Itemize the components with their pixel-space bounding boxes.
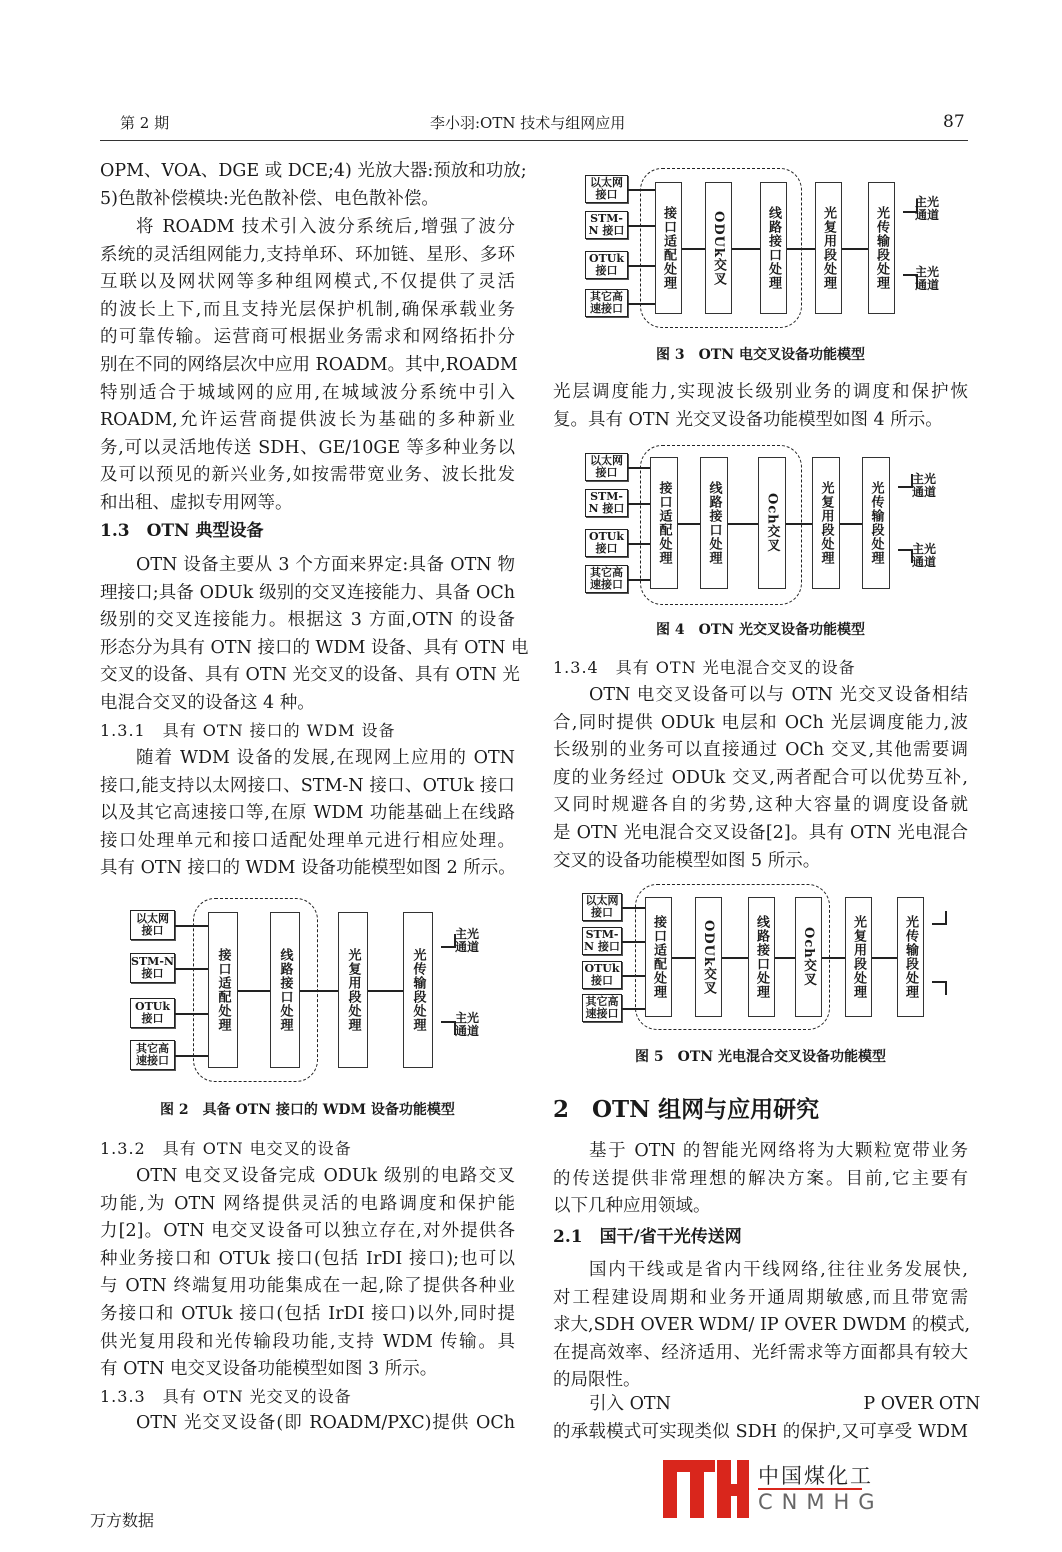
stage-label: Och交叉 <box>764 493 780 553</box>
section-heading <box>100 1135 515 1163</box>
connector-arrow <box>722 957 748 959</box>
text-line: 力[2]。OTN 电交叉设备可以独立存在,对外提供各 <box>100 1221 515 1242</box>
stage-label: 线路接口处理 <box>706 481 722 565</box>
header-rule <box>100 140 968 141</box>
text-line: OTN 电交叉设备完成 ODUk 级别的电路交叉 <box>136 1166 515 1186</box>
processing-stage <box>270 912 300 1068</box>
interface-box: 以太网接口 <box>582 893 622 921</box>
watermark-en-text: CNMHG <box>758 1490 884 1514</box>
stage-label: 光传输段处理 <box>868 481 884 565</box>
text-line: 国内干线或是省内干线网络,往往业务发展快, <box>589 1260 968 1280</box>
connector-arrow <box>628 503 650 505</box>
footer-source: 万方数据 <box>90 1511 155 1530</box>
processing-stage <box>208 912 238 1068</box>
text-line: 特别适合于城域网的应用,在城域波分系统中引入 <box>100 382 515 403</box>
stage-label: 接口适配处理 <box>661 206 676 290</box>
text-line: 的波长上下,而且支持光层保护机制,确保承载业务 <box>100 299 515 320</box>
paragraph <box>100 214 518 518</box>
text-line: 求大,SDH OVER WDM/ IP OVER DWDM 的模式, <box>553 1315 971 1336</box>
output-channel-label: 主光通道 <box>915 265 940 292</box>
h3-heading: 2.1 国干/省干光传送网 <box>553 1227 742 1247</box>
page-number: 87 <box>943 112 965 132</box>
text-line: 长级别的业务可以直接通过 OCh 交叉,其他需要调 <box>553 740 968 761</box>
processing-stage <box>645 897 672 1017</box>
stage-label: 光复用段处理 <box>821 206 836 290</box>
output-arrow <box>898 549 912 551</box>
output-arrow <box>441 1021 455 1023</box>
interface-box: 以太网接口 <box>130 910 175 940</box>
processing-stage <box>845 897 872 1017</box>
section-heading <box>100 717 515 745</box>
output-channel-label: 主光通道 <box>915 195 940 222</box>
paragraph <box>553 1257 971 1395</box>
paragraph <box>553 1391 981 1446</box>
interface-box: OTUk 接口 <box>582 961 622 989</box>
stage-label: 接口适配处理 <box>215 948 231 1032</box>
text-line: 种业务接口和 OTUk 接口(包括 IrDI 接口);也可以 <box>100 1248 515 1269</box>
stage-label: 接口适配处理 <box>651 915 666 999</box>
text-line: 度的业务经过 ODUk 交叉,两者配合可以优势互补, <box>553 767 968 788</box>
running-title: 李小羽:OTN 技术与组网应用 <box>430 114 626 132</box>
connector-arrow <box>682 248 705 250</box>
connector-arrow <box>628 189 655 191</box>
text-line: 基于 OTN 的智能光网络将为大颗粒宽带业务 <box>589 1141 968 1161</box>
section-heading <box>553 1096 968 1124</box>
text-line: 引入 OTN P OVER OTN <box>589 1394 981 1414</box>
connector-arrow <box>728 523 758 525</box>
processing-stage <box>862 457 890 589</box>
text-line: 复。具有 OTN 光交叉设备功能模型如图 4 所示。 <box>553 409 943 430</box>
text-line: 电混合交叉的设备这 4 种。 <box>100 692 315 713</box>
stage-label: 光传输段处理 <box>874 206 889 290</box>
h3-heading: 1.3 OTN 典型设备 <box>100 521 264 541</box>
interface-box: STM-N 接口 <box>585 489 628 517</box>
connector-arrow <box>678 523 700 525</box>
paragraph <box>100 552 529 718</box>
figure-caption: 图 4 OTN 光交叉设备功能模型 <box>656 622 865 638</box>
connector-arrow <box>175 925 208 927</box>
connector-arrow <box>786 523 812 525</box>
connector-arrow <box>787 248 815 250</box>
text-line: 和出租、虚拟专用网等。 <box>100 492 293 513</box>
text-line: 随着 WDM 设备的发展,在现网上应用的 OTN <box>136 748 515 768</box>
text-line: 交叉的设备、具有 OTN 光交叉的设备、具有 OTN 光 <box>100 665 520 686</box>
stage-label: 光复用段处理 <box>345 948 361 1032</box>
h4-heading: 1.3.4 具有 OTN 光电混合交叉的设备 <box>553 658 856 677</box>
text-line: 在提高效率、经济适用、光纤需求等方面都具有较大 <box>553 1342 968 1363</box>
paragraph <box>100 158 527 213</box>
processing-stage <box>795 897 822 1017</box>
interface-box: OTUk 接口 <box>130 998 175 1028</box>
section-heading <box>553 654 968 682</box>
text-line: 的可靠传输。运营商可根据业务需求和网络拓扑分 <box>100 327 515 348</box>
text-line: 交叉的设备功能模型如图 5 所示。 <box>553 850 821 871</box>
output-channel-label: 主光通道 <box>912 542 937 569</box>
figure-caption: 图 3 OTN 电交叉设备功能模型 <box>656 347 865 363</box>
connector-arrow <box>628 467 650 469</box>
output-arrow <box>932 923 946 925</box>
section-heading <box>553 1224 968 1252</box>
issue-number: 第 2 期 <box>120 114 170 132</box>
stage-label: 光传输段处理 <box>410 948 426 1032</box>
connector-arrow <box>775 957 795 959</box>
text-line: OTN 设备主要从 3 个方面来界定:具备 OTN 物 <box>136 555 515 575</box>
output-channel-label: 主光通道 <box>912 472 937 499</box>
text-line: 有 OTN 电交叉设备功能模型如图 3 所示。 <box>100 1359 438 1380</box>
h4-heading: 1.3.3 具有 OTN 光交叉的设备 <box>100 1387 352 1406</box>
stage-label: ODUk交叉 <box>701 919 716 995</box>
connector-arrow <box>842 248 868 250</box>
processing-stage <box>897 897 924 1017</box>
stage-label: 线路接口处理 <box>277 948 293 1032</box>
paragraph <box>100 1163 515 1384</box>
text-line: 将 ROADM 技术引入波分系统后,增强了波分 <box>136 217 515 237</box>
output-channel-label: 主光通道 <box>455 1011 480 1038</box>
text-line: 的局限性。 <box>553 1370 641 1391</box>
text-line: 接口,能支持以太网接口、STM-N 接口、OTUk 接口 <box>100 775 515 796</box>
stage-label: 光复用段处理 <box>851 915 866 999</box>
connector-arrow <box>300 990 338 992</box>
interface-box: STM-N 接口 <box>582 927 622 955</box>
connector-arrow <box>238 990 270 992</box>
stage-label: 线路接口处理 <box>766 206 781 290</box>
h4-heading: 1.3.2 具有 OTN 电交叉的设备 <box>100 1139 352 1158</box>
interface-box: 其它高速接口 <box>585 289 628 317</box>
text-line: 合,同时提供 ODUk 电层和 OCh 光层调度能力,波 <box>553 712 968 733</box>
processing-stage <box>695 897 722 1017</box>
text-line: 级别的交叉连接能力。根据这 3 方面,OTN 的设备 <box>100 610 515 631</box>
interface-box: 其它高速接口 <box>582 994 622 1022</box>
connector-arrow <box>672 957 695 959</box>
text-line: OPM、VOA、DGE 或 DCE;4) 光放大器:预放和功放; <box>100 161 527 181</box>
interface-box: 其它高速接口 <box>585 565 628 593</box>
text-line: 的传送提供非常理想的解决方案。目前,它主要有 <box>553 1168 968 1189</box>
text-line: 具有 OTN 接口的 WDM 设备功能模型如图 2 所示。 <box>100 858 516 879</box>
section-heading <box>100 518 515 546</box>
connector-arrow <box>732 248 760 250</box>
stage-label: 接口适配处理 <box>656 481 672 565</box>
stage-label: ODUk交叉 <box>711 210 726 286</box>
connector-arrow <box>175 968 208 970</box>
text-line: OTN 电交叉设备可以与 OTN 光交叉设备相结 <box>589 685 968 705</box>
paragraph <box>100 1410 515 1438</box>
text-line: ROADM,允许运营商提供波长为基础的多种新业 <box>100 410 515 431</box>
processing-stage <box>650 457 678 589</box>
output-arrow <box>898 486 912 488</box>
interface-box: 以太网接口 <box>585 453 628 481</box>
processing-stage <box>868 182 895 314</box>
connector-arrow <box>822 957 845 959</box>
watermark-cn-text: 中国煤化工 <box>758 1464 873 1488</box>
interface-box: 其它高速接口 <box>130 1040 175 1070</box>
connector-arrow <box>622 941 645 943</box>
text-line: 及可以预见的新兴业务,如按需带宽业务、波长批发 <box>100 465 515 486</box>
interface-box: OTUk 接口 <box>585 251 628 279</box>
interface-box: STM-N 接口 <box>585 211 628 239</box>
interface-box: OTUk 接口 <box>585 529 628 557</box>
stage-label: Och交叉 <box>801 927 816 987</box>
text-line: OTN 光交叉设备(即 ROADM/PXC)提供 OCh <box>136 1413 515 1433</box>
stage-label: 光传输段处理 <box>903 915 918 999</box>
connector-arrow <box>175 1055 208 1057</box>
connector-arrow <box>628 543 650 545</box>
connector-arrow <box>628 303 655 305</box>
connector-arrow <box>175 1013 208 1015</box>
stage-label: 光复用段处理 <box>818 481 834 565</box>
text-line: 以下几种应用领域。 <box>553 1196 711 1217</box>
connector-arrow <box>872 957 897 959</box>
connector-arrow <box>628 265 655 267</box>
stage-label: 线路接口处理 <box>754 915 769 999</box>
output-channel-label: 主光通道 <box>455 927 480 954</box>
text-line: 与 OTN 终端复用功能集成在一起,除了提供各种业 <box>100 1276 515 1297</box>
text-line: 形态分为具有 OTN 接口的 WDM 设备、具有 OTN 电 <box>100 637 529 658</box>
figure-caption: 图 5 OTN 光电混合交叉设备功能模型 <box>635 1049 886 1065</box>
interface-box: 以太网接口 <box>585 175 628 203</box>
output-arrow <box>945 981 947 995</box>
connector-arrow <box>368 990 403 992</box>
text-line: 的承载模式可实现类似 SDH 的保护,又可享受 WDM <box>553 1421 968 1442</box>
processing-stage <box>338 912 368 1068</box>
processing-stage <box>758 457 786 589</box>
connector-arrow <box>622 975 645 977</box>
processing-stage <box>812 457 840 589</box>
text-line: 以及其它高速接口等,在原 WDM 功能基础上在线路 <box>100 803 515 824</box>
text-line: 是 OTN 光电混合交叉设备[2]。具有 OTN 光电混合 <box>553 822 968 843</box>
figure-caption: 图 2 具备 OTN 接口的 WDM 设备功能模型 <box>160 1102 455 1118</box>
text-line: 光层调度能力,实现波长级别业务的调度和保护恢 <box>553 382 968 402</box>
paragraph <box>553 1138 968 1221</box>
text-line: 5)色散补偿模块:光色散补偿、电色散补偿。 <box>100 188 439 209</box>
paragraph <box>100 745 515 883</box>
section-heading <box>100 1383 515 1411</box>
text-line: 又同时规避各自的劣势,这种大容量的调度设备就 <box>553 795 968 816</box>
text-line: 务,可以灵活地传送 SDH、GE/10GE 等多种业务以 <box>100 437 515 458</box>
text-line: 对工程建设周期和业务开通周期敏感,而且带宽需 <box>553 1287 968 1308</box>
text-line: 供光复用段和光传输段功能,支持 WDM 传输。具 <box>100 1331 515 1352</box>
text-line: 别在不同的网络层次中应用 ROADM。其中,ROADM <box>100 354 518 375</box>
connector-arrow <box>840 523 862 525</box>
h2-heading: 2 OTN 组网与应用研究 <box>553 1096 820 1123</box>
processing-stage <box>760 182 787 314</box>
processing-stage <box>815 182 842 314</box>
processing-stage <box>700 457 728 589</box>
connector-arrow <box>622 1008 645 1010</box>
text-line: 理接口;具备 ODUk 级别的交叉连接能力、具备 OCh <box>100 582 515 603</box>
interface-box: STM-N 接口 <box>130 953 175 983</box>
processing-stage <box>748 897 775 1017</box>
output-arrow <box>441 946 455 948</box>
text-line: 务接口和 OTUk 接口(包括 IrDI 接口)以外,同时提 <box>100 1303 515 1324</box>
connector-arrow <box>622 907 645 909</box>
processing-stage <box>705 182 732 314</box>
output-arrow <box>945 911 947 925</box>
connector-arrow <box>628 579 650 581</box>
processing-stage <box>403 912 433 1068</box>
paragraph <box>553 682 968 875</box>
paragraph <box>553 379 968 434</box>
text-line: 系统的灵活组网能力,支持单环、环加链、星形、多环 <box>100 244 515 265</box>
processing-stage <box>655 182 682 314</box>
text-line: 功能,为 OTN 网络提供灵活的电路调度和保护能 <box>100 1193 515 1214</box>
output-arrow <box>932 981 946 983</box>
h4-heading: 1.3.1 具有 OTN 接口的 WDM 设备 <box>100 721 396 740</box>
text-line: 接口处理单元和接口适配处理单元进行相应处理。 <box>100 830 515 851</box>
connector-arrow <box>628 225 655 227</box>
text-line: 互联以及网状网等多种组网模式,不仅提供了灵活 <box>100 272 515 293</box>
